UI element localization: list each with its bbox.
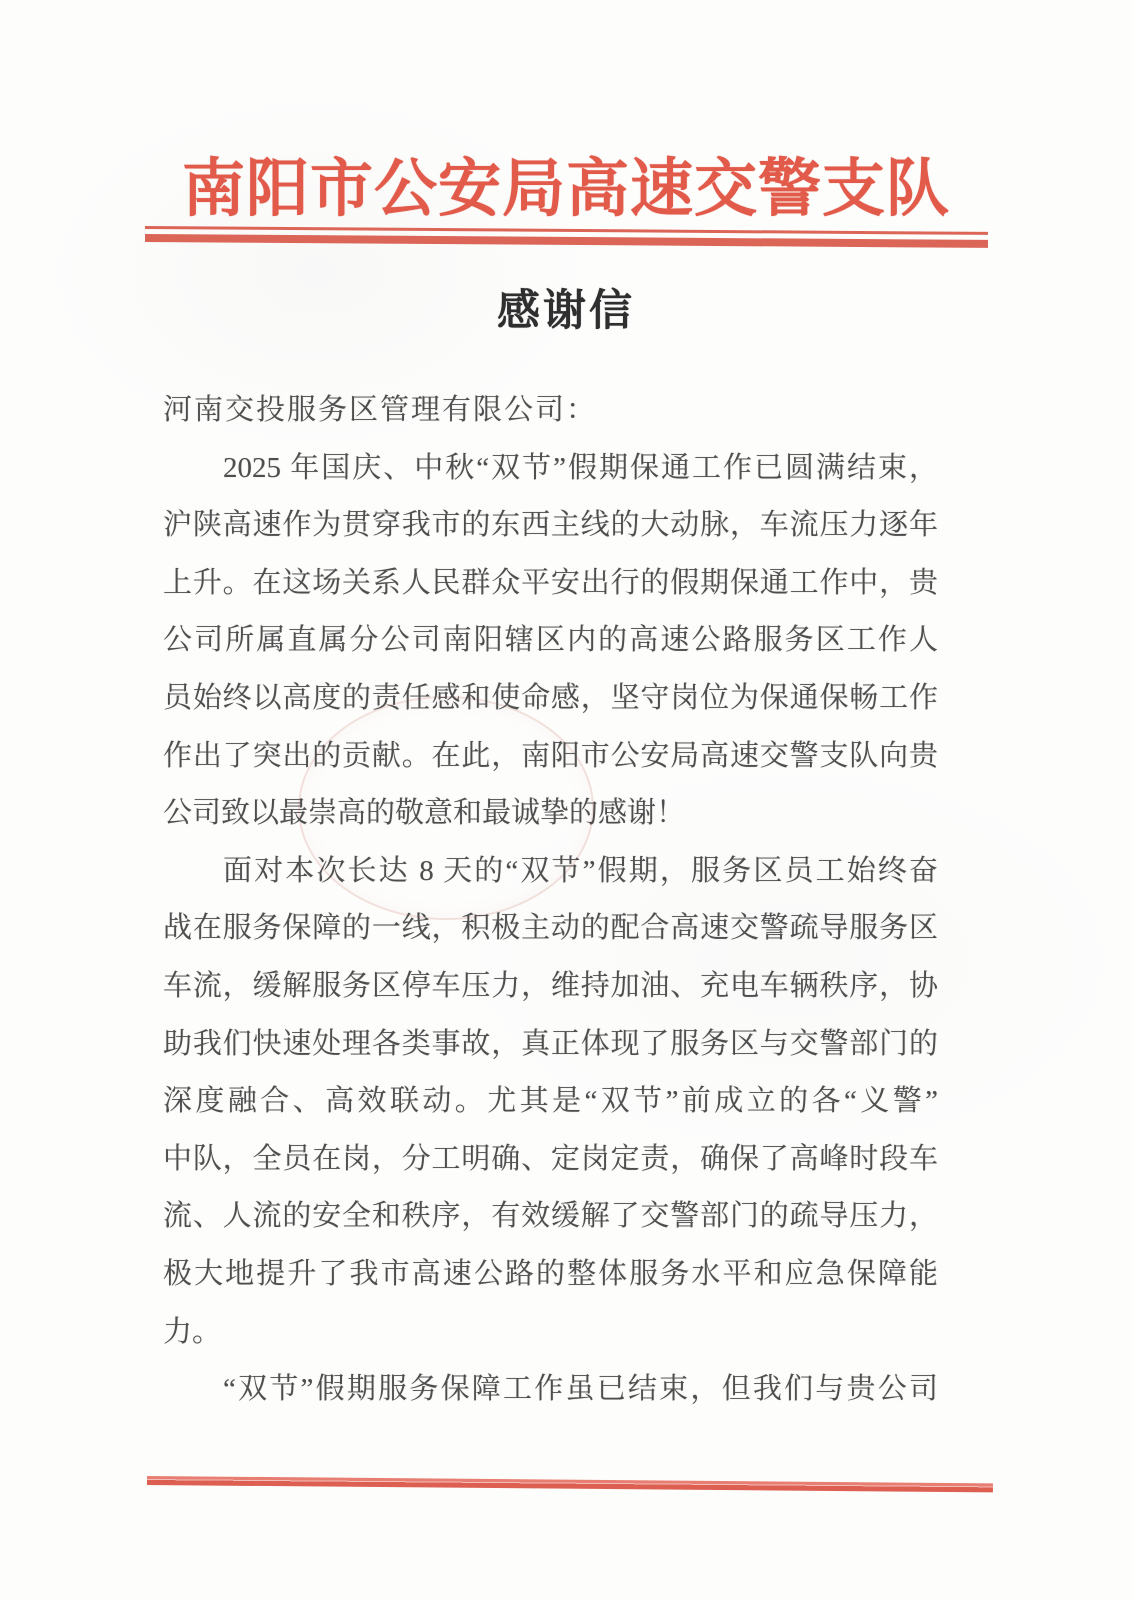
body-line: 2025 年国庆、中秋“双节”假期保通工作已圆满结束，	[223, 451, 938, 484]
body-line: 流、人流的安全和秩序，有效缓解了交警部门的疏导压力，	[163, 1200, 938, 1233]
body-line: 车流，缓解服务区停车压力，维持加油、充电车辆秩序，协	[163, 969, 938, 1002]
footer-rule	[147, 1476, 993, 1492]
letter-body	[163, 382, 938, 1419]
body-line: 公司所属直属分公司南阳辖区内的高速公路服务区工作人	[163, 624, 938, 657]
salutation-line: 河南交投服务区管理有限公司：	[163, 394, 598, 426]
body-line: 极大地提升了我市高速公路的整体服务水平和应急保障能	[163, 1257, 938, 1290]
body-line: 沪陕高速作为贯穿我市的东西主线的大动脉，车流压力逐年	[163, 509, 938, 542]
letterhead-rule-thick	[145, 234, 988, 248]
body-line: 作出了突出的贡献。在此，南阳市公安局高速交警支队向贵	[163, 739, 938, 772]
body-line: 面对本次长达 8 天的“双节”假期，服务区员工始终奋	[223, 854, 938, 887]
body-line: “双节”假期服务保障工作虽已结束，但我们与贵公司	[223, 1373, 938, 1406]
body-line: 上升。在这场关系人民群众平安出行的假期保通工作中，贵	[163, 566, 938, 599]
body-line: 中队，全员在岗，分工明确、定岗定责，确保了高峰时段车	[163, 1142, 938, 1175]
body-line: 力。	[163, 1315, 222, 1348]
body-line: 深度融合、高效联动。尤其是“双节”前成立的各“义警”	[163, 1085, 938, 1118]
body-line: 助我们快速处理各类事故，真正体现了服务区与交警部门的	[163, 1027, 938, 1060]
body-line: 员始终以高度的责任感和使命感，坚守岗位为保通保畅工作	[163, 681, 938, 714]
letter-title: 感谢信	[497, 288, 635, 335]
body-line: 公司致以最崇高的敬意和最诚挚的感谢！	[163, 797, 686, 830]
letterhead-title: 南阳市公安局高速交警支队	[182, 154, 950, 224]
body-line: 战在服务保障的一线，积极主动的配合高速交警疏导服务区	[163, 912, 938, 945]
